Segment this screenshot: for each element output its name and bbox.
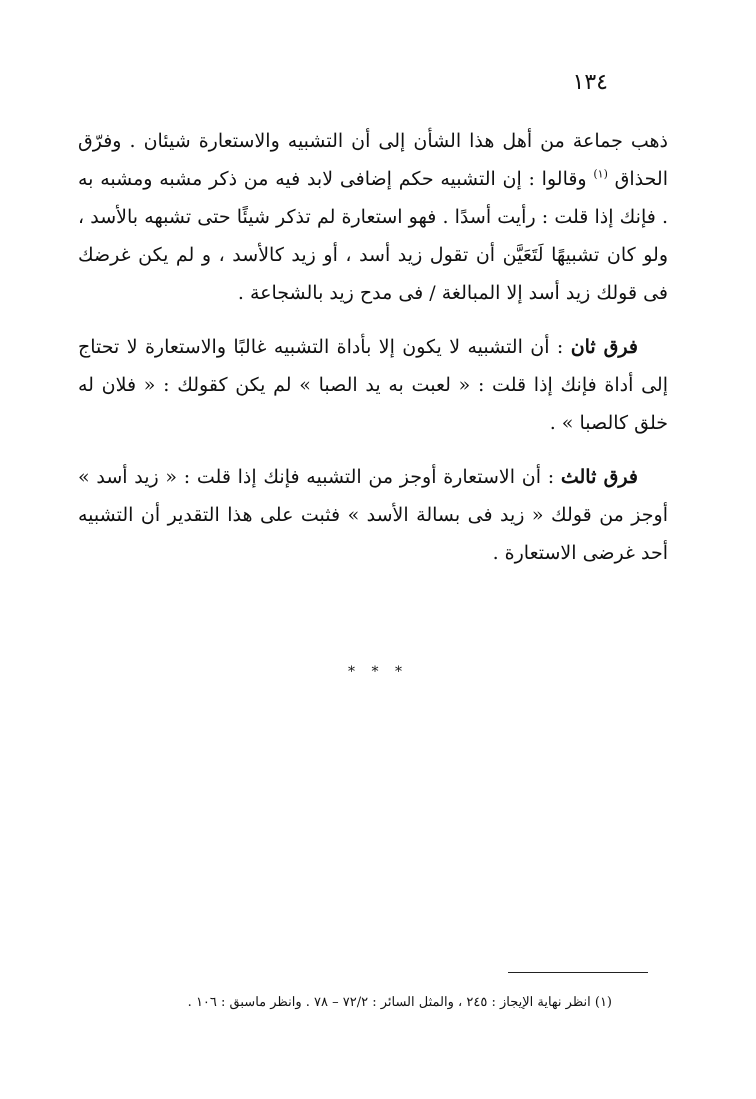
section-separator: * * * bbox=[348, 664, 408, 680]
footnote: (١) انظر نهاية الإيجاز : ٢٤٥ ، والمثل السائر : ٧٢/٢ – ٧٨ . وانظر ماسبق : ١٠٦ . bbox=[187, 995, 612, 1010]
intro-text-start: ذهب جماعة من أهل هذا الشأن إلى أن التشبيه والاستعارة شيئان . وفرّق الحذاق bbox=[78, 130, 668, 190]
second-difference-paragraph bbox=[78, 328, 668, 442]
footnote-divider bbox=[508, 972, 648, 973]
page-number: ١٣٤ bbox=[572, 70, 608, 95]
second-difference-label: فرق ثان bbox=[570, 336, 638, 358]
third-difference-paragraph bbox=[78, 458, 668, 572]
third-difference-label: فرق ثالث bbox=[560, 466, 638, 488]
intro-paragraph bbox=[78, 122, 668, 312]
second-difference-text: : أن التشبيه لا يكون إلا بأداة التشبيه غالبًا والاستعارة لا تحتاج إلى أداة فإنك إذا قلت : « لعبت به يد الصبا » لم يكن كقولك : « فلان له خلق كالصبا » . bbox=[78, 336, 668, 434]
footnote-reference: (١) bbox=[593, 167, 608, 181]
third-difference-text: : أن الاستعارة أوجز من التشبيه فإنك إذا قلت : « زيد أسد » أوجز من قولك « زيد فى بسالة الأسد » فثبت على هذا التقدير أن التشبيه أحد غرضى الاستعارة . bbox=[78, 466, 668, 564]
main-text bbox=[78, 122, 668, 588]
intro-text-end: وقالوا : إن التشبيه حكم إضافى لابد فيه من ذكر مشبه ومشبه به . فإنك إذا قلت : رأيت أسدًا . فهو استعارة لم تذكر شيئًا حتى تشبهه بالأسد ، ولو كان تشبيهًا لَتَعَيَّن أن تقول زيد أسد ، أو زيد كالأسد ، و لم يكن غرضك فى قولك زيد أسد إلا المبالغة / فى مدح زيد بالشجاعة . bbox=[78, 168, 668, 304]
